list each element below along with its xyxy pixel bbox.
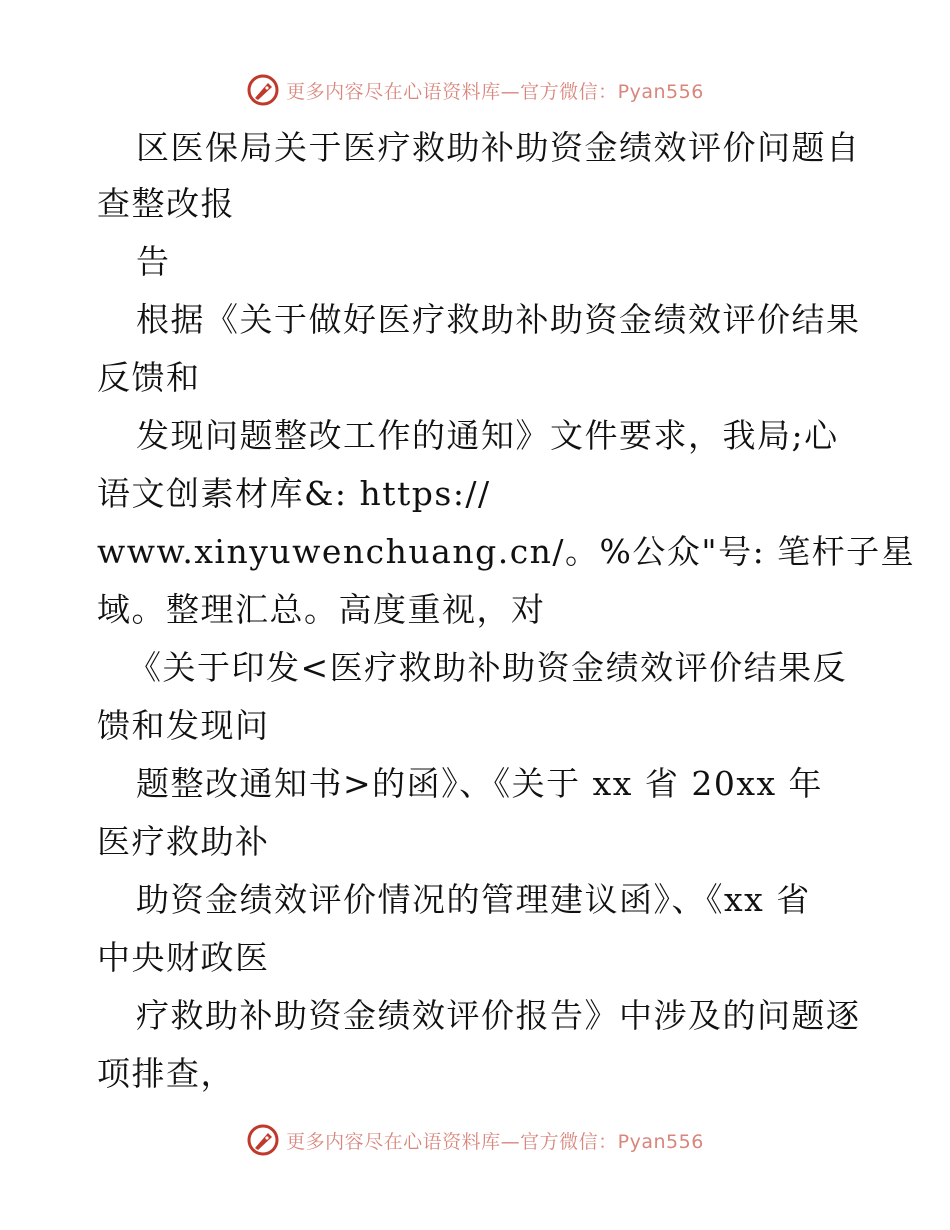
- text-line: 区医保局关于医疗救助补助资金绩效评价问题自: [136, 128, 861, 167]
- text-line: www.xinyuwenchuang.cn/。%公众"号: 笔杆子星: [97, 532, 916, 571]
- text-line: 馈和发现问: [97, 706, 270, 745]
- text-line: 发现问题整改工作的通知》文件要求，我局;心: [136, 416, 839, 455]
- pen-nib-logo-icon: [246, 1123, 280, 1157]
- text-line: 题整改通知书>的函》、《关于 xx 省 20xx 年: [136, 764, 824, 803]
- text-line: 语文创素材库&: https://: [97, 474, 491, 513]
- header-banner-text: 更多内容尽在心语资料库—官方微信：Pyan556: [286, 80, 704, 103]
- text-line: 反馈和: [97, 358, 201, 397]
- text-line: 医疗救助补: [97, 822, 270, 861]
- text-line: 项排查，: [97, 1054, 235, 1093]
- text-line: 域。整理汇总。高度重视，对: [97, 590, 546, 629]
- footer-banner-text: 更多内容尽在心语资料库—官方微信：Pyan556: [286, 1130, 704, 1153]
- text-line: 《关于印发<医疗救助补助资金绩效评价结果反: [128, 648, 848, 687]
- pen-nib-logo-icon: [246, 73, 280, 107]
- text-line: 告: [136, 242, 171, 281]
- footer-banner: [0, 1120, 950, 1160]
- text-line: 中央财政医: [97, 938, 270, 977]
- header-banner: [0, 70, 950, 110]
- text-line: 根据《关于做好医疗救助补助资金绩效评价结果: [136, 300, 861, 339]
- text-line: 查整改报: [97, 184, 235, 223]
- text-line: 疗救助补助资金绩效评价报告》中涉及的问题逐: [136, 996, 861, 1035]
- text-line: 助资金绩效评价情况的管理建议函》、《xx 省: [136, 880, 811, 919]
